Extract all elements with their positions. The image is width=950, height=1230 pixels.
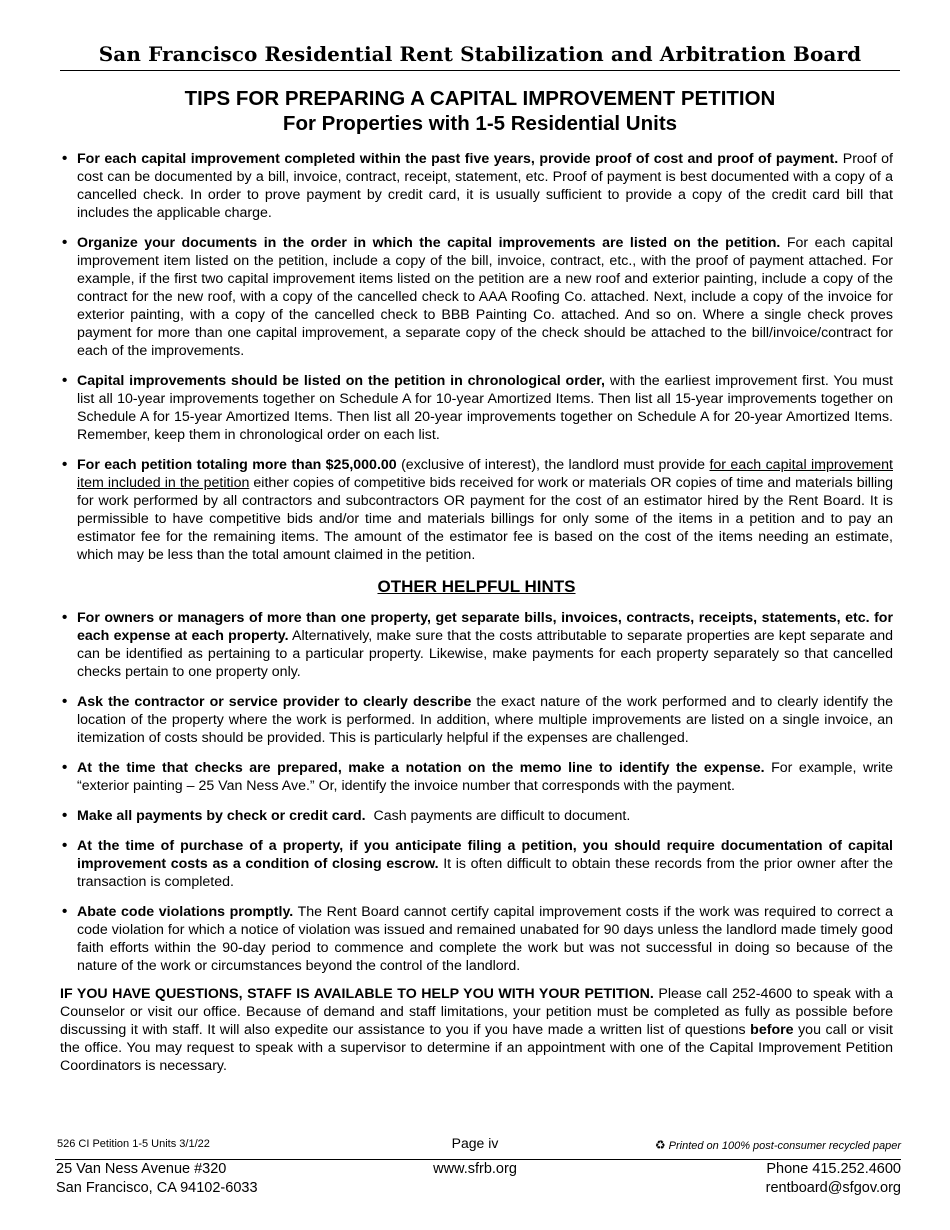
tip-text: with the earliest improvement first. You must list all 10-year improvements together on Schedule A for 10-year Amortized Items. Then list all 15-year improvements together on Schedule A for 15-year Amortized Items. Then list all 20-year improvements together on Schedule A for 20-year Amortized Items. Remember, keep them in chronological order on each list. (77, 373, 893, 443)
hint-text: Alternatively, make sure that the costs attributable to separate properties are kept separate and can be identified as pertaining to a particular property. Likewise, make payments for each property separately so that cancelled checks pertain to one property only. (77, 628, 893, 680)
hint-item (60, 759, 893, 795)
contact-info (766, 1160, 901, 1198)
hint-text: Cash payments are difficult to document. (365, 808, 631, 824)
closing-text: Please call 252-4600 to speak with a Counselor or visit our office. Because of demand and staff limitations, your petition must be completed as fully as possible before discussing it with staff. It will also expedite our assistance to you if you have made a written list of questions (60, 986, 893, 1038)
tips-list (60, 150, 893, 564)
document-title (60, 86, 900, 136)
address-line-1: 25 Van Ness Avenue #320 (56, 1161, 227, 1177)
tip-text: (exclusive of interest), the landlord must provide (396, 457, 710, 473)
title-line-1: TIPS FOR PREPARING A CAPITAL IMPROVEMENT PETITION (184, 87, 776, 110)
hint-lead: At the time of purchase of a property, if you anticipate filing a petition, you should require documentation of capital improvement costs as a condition of closing escrow. (77, 838, 893, 872)
hint-item (60, 693, 893, 747)
recycle-icon: ♻ (654, 1138, 666, 1152)
office-address (56, 1160, 258, 1198)
hint-text: It is often difficult to obtain these records from the prior owner after the transaction is completed. (77, 856, 893, 890)
hints-list (60, 609, 893, 975)
hint-text: For example, write “exterior painting – 25 Van Ness Ave.” Or, identify the invoice number that corresponds with the payment. (77, 760, 893, 794)
tip-underlined-text: for each capital improvement item included in the petition (77, 457, 893, 491)
recycled-text: Printed on 100% post-consumer recycled paper (668, 1140, 901, 1152)
tip-text: For each capital improvement item listed on the petition, include a copy of the bill, invoice, contract, etc., with the proof of payment attached. For example, if the first two capital improvement items listed on the petition are a new roof and exterior painting, include a copy of the contract for the new roof, with a copy of the cancelled check to AAA Roofing Co. attached. Next, include a copy of the invoice for exterior painting, with a copy of the cancelled check to BBB Painting Co. attached. And so on. Where a single check proves payment for more than one capital improvement, a separate copy of the check should be attached to the bill/invoice/contract for each of the improvements. (77, 235, 893, 359)
hint-item (60, 609, 893, 681)
hint-lead: Abate code violations promptly. (77, 904, 294, 920)
tip-item (60, 372, 893, 444)
tip-lead: Capital improvements should be listed on the petition in chronological order, (77, 373, 605, 389)
hint-text: the exact nature of the work performed and to clearly identify the location of the property where the work is performed. In addition, where multiple improvements are listed on a single invoice, an itemization of costs should be provided. This is particularly helpful if the expenses are challenged. (77, 694, 893, 746)
document-body (60, 150, 893, 1089)
address-line-2: San Francisco, CA 94102-6033 (56, 1180, 258, 1196)
tip-item (60, 150, 893, 222)
tip-lead: For each petition totaling more than $25,000.00 (77, 457, 397, 473)
hint-lead: Make all payments by check or credit card. (77, 808, 366, 824)
website-link[interactable]: www.sfrb.org (433, 1161, 517, 1177)
hint-item (60, 837, 893, 891)
title-line-2: For Properties with 1-5 Residential Units (282, 112, 678, 135)
hint-lead: At the time that checks are prepared, make a notation on the memo line to identify the expense. (77, 760, 765, 776)
tip-item (60, 456, 893, 564)
header-divider (60, 70, 900, 71)
hint-lead: Ask the contractor or service provider to clearly describe (77, 694, 472, 710)
closing-lead: IF YOU HAVE QUESTIONS, STAFF IS AVAILABLE TO HELP YOU WITH YOUR PETITION. (60, 986, 654, 1002)
hint-item (60, 903, 893, 975)
tip-lead: For each capital improvement completed within the past five years, provide proof of cost and proof of payment. (77, 151, 839, 167)
tip-item (60, 234, 893, 360)
closing-paragraph (60, 985, 893, 1075)
page-number: Page iv (451, 1135, 499, 1151)
agency-header: San Francisco Residential Rent Stabilization and Arbitration Board (98, 42, 862, 66)
tip-lead: Organize your documents in the order in which the capital improvements are listed on the petition. (77, 235, 781, 251)
tip-text-continued: either copies of competitive bids received for work or materials OR copies of time and materials billing for work performed by all contractors and subcontractors OR payment for the cost of an estimator hired by the Rent Board. It is permissible to have competitive bids and/or time and materials billings for only some of the items in a petition and to pay an estimator fee for the remaining items. The amount of the estimator fee is based on the cost of the items needing an estimate, which may be less than the total amount claimed in the petition. (77, 475, 893, 563)
hint-item (60, 807, 893, 825)
email-link[interactable]: rentboard@sfgov.org (765, 1180, 901, 1196)
tip-text: Proof of cost can be documented by a bill, invoice, contract, receipt, statement, etc. Proof of payment is best documented with a copy of a cancelled check. In order to prove payment by credit card, it is usually sufficient to provide a copy of the credit card bill that includes the applicable charge. (77, 151, 893, 221)
hint-lead: For owners or managers of more than one property, get separate bills, invoices, contracts, receipts, statements, etc. for each expense at each property. (77, 610, 893, 644)
closing-emphasis: before (750, 1022, 794, 1038)
recycled-note (655, 1138, 901, 1152)
form-id: 526 CI Petition 1-5 Units 3/1/22 (57, 1138, 210, 1150)
closing-text-end: you call or visit the office. You may request to speak with a supervisor to determine if an appointment with one of the Capital Improvement Petition Coordinators is necessary. (60, 1022, 893, 1074)
hints-heading: OTHER HELPFUL HINTS (377, 577, 576, 596)
hint-text: The Rent Board cannot certify capital improvement costs if the work was required to correct a code violation for which a notice of violation was issued and remained unabated for 90 days unless the landlord made timely good faith efforts within the 90-day period to commence and complete the work but was not successful in doing so because of the nature of the work or circumstances beyond the control of the landlord. (77, 904, 893, 974)
phone-number: Phone 415.252.4600 (766, 1161, 901, 1177)
